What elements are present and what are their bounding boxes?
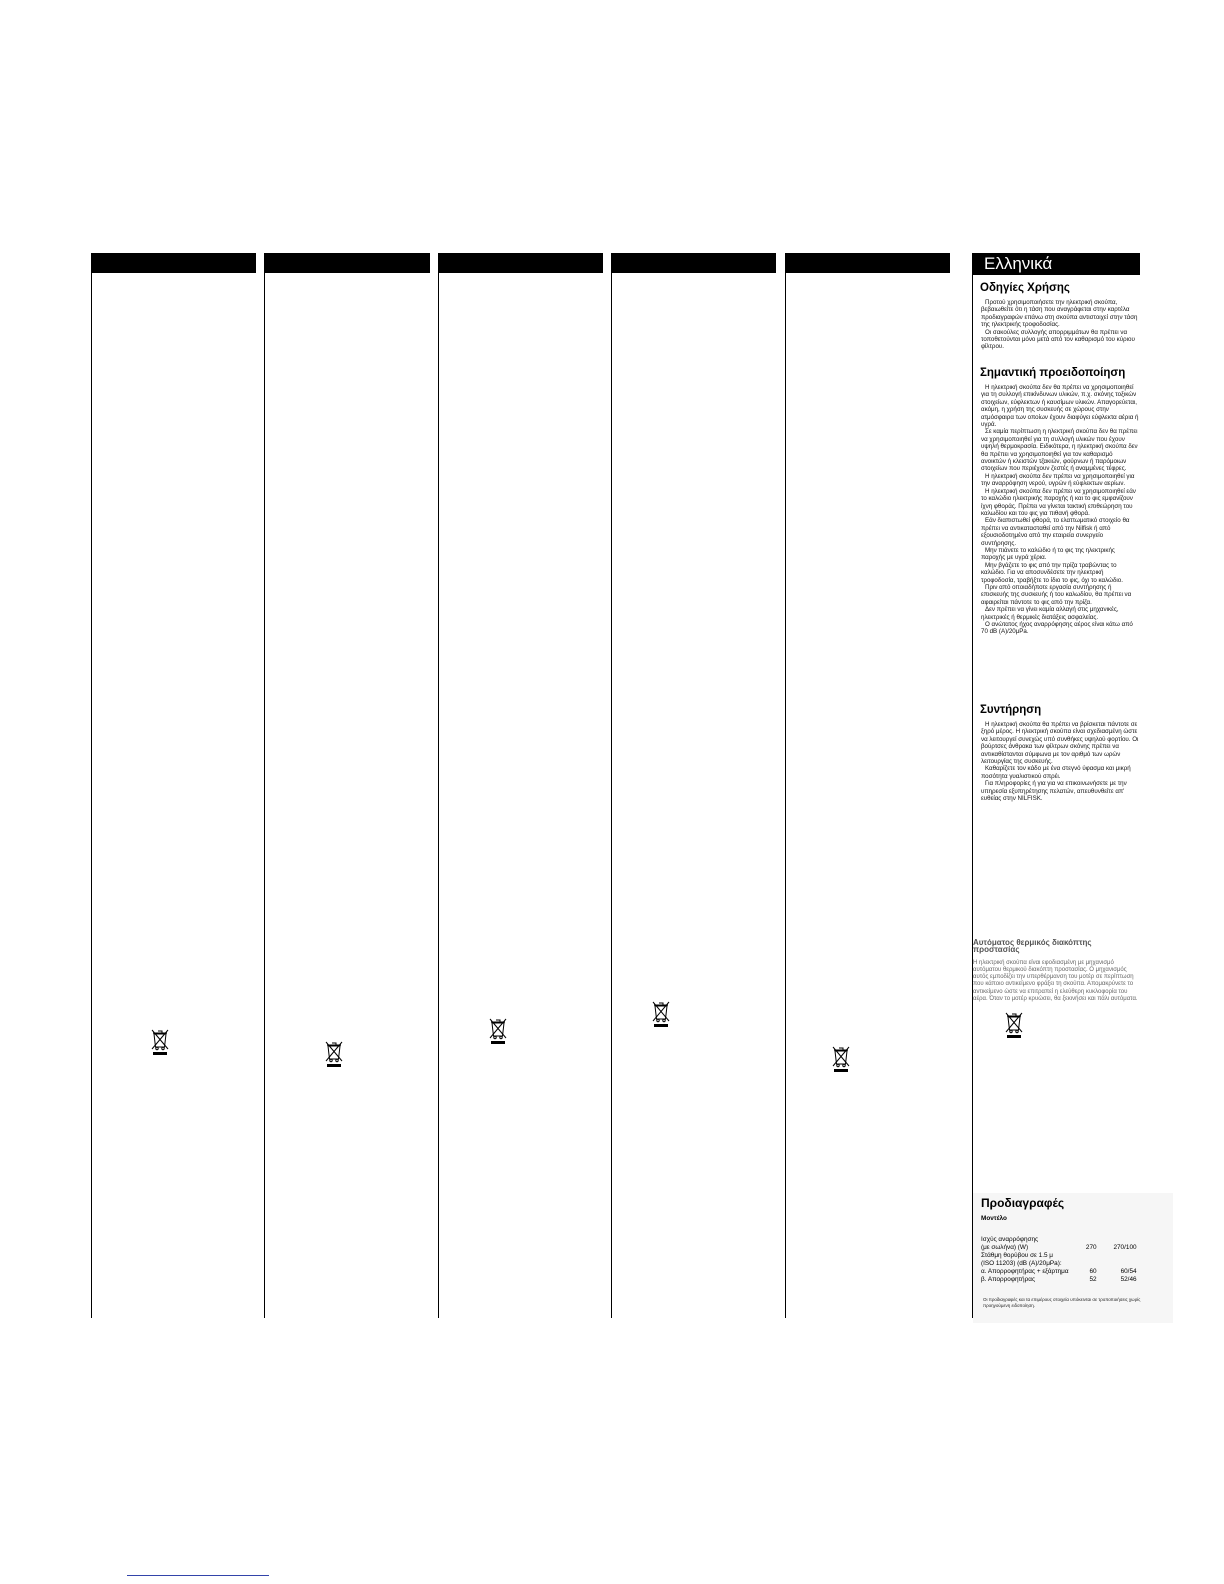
spec-label: (ISO 11203) (dB (A)/20μPa): <box>981 1260 1062 1267</box>
spec-value: 52 <box>1089 1276 1097 1283</box>
spec-value <box>1069 1260 1097 1268</box>
weee-bin-icon <box>831 1045 851 1073</box>
table-row <box>981 1236 1137 1244</box>
spec-value: 270/100 <box>1113 1244 1137 1251</box>
specs-title: Προδιαγραφές <box>981 1196 1065 1210</box>
maintenance-paragraph: Καθαρίζετε τον κάδο με ένα στεγνό ύφασμα και μικρή ποσότητα γυαλιστικού σπρέι. <box>981 765 1131 780</box>
spec-value <box>1097 1236 1137 1244</box>
warning-paragraph: Πριν από οποιαδήποτε εργασία συντήρησης ή επισκευής της συσκευής ή του καλωδίου, θα πρέπει να αφαιρείται πάντοτε το φις από την πρίζα. <box>981 583 1132 606</box>
maintenance-title: Συντήρηση <box>980 704 1042 716</box>
spec-value: 270 <box>1085 1244 1097 1251</box>
column-header-bar <box>264 253 430 273</box>
maintenance-paragraph: Για πληροφορίες ή για για να επικοινωνήσετε με την υπηρεσία εξυπηρέτησης πελατών, απευθυνθείτε απ' ευθείας στην NILFISK. <box>981 780 1127 803</box>
warning-paragraph: Η ηλεκτρική σκούπα δεν πρέπει να χρησιμοποιηθεί για την αναρρόφηση νερού, υγρών ή εύφλεκτων αερίων. <box>981 472 1135 488</box>
language-column-2 <box>264 253 265 1318</box>
greek-column-rule <box>972 275 973 1318</box>
warning-paragraph: Η ηλεκτρική σκούπα δεν θα πρέπει να χρησιμοποιηθεί για τη συλλογή επικίνδυνων υλικών, π.χ. σκόνης τοξικών στοιχείων, εύφλεκτων ή καυσίμων υλικών. Απαγορεύεται, ακόμη, η χρήση της συσκευής σε χώρους στην ατμόσφαιρα των οποίων έχουν διαφύγει εύφλεκτα αέρια ή υγρά. <box>981 384 1139 429</box>
warning-paragraph: Δεν πρέπει να γίνει καμία αλλαγή στις μηχανικές, ηλεκτρικές ή θερμικές διατάξεις ασφαλείας. <box>981 606 1119 621</box>
maintenance-section <box>981 704 1139 802</box>
weee-bin-icon <box>150 1028 170 1056</box>
language-column-5 <box>785 253 786 1318</box>
spec-value: 60/54 <box>1120 1268 1137 1275</box>
specifications-section <box>973 1193 1173 1323</box>
weee-bin-icon <box>324 1040 344 1068</box>
spec-value <box>1097 1260 1137 1268</box>
spec-label: β. Απορροφητήρας <box>981 1276 1036 1283</box>
warning-section <box>981 367 1139 636</box>
spec-value <box>1069 1236 1097 1244</box>
footer-link-underline[interactable] <box>127 1575 269 1576</box>
thermal-protection-section <box>973 939 1139 1003</box>
warning-paragraph: Μην πιάνετε το καλώδιο ή το φις της ηλεκτρικής παροχής με υγρά χέρια. <box>981 546 1115 562</box>
weee-bin-icon <box>651 1000 671 1028</box>
spec-label: Στάθμη θορύβου σε 1.5 μ <box>981 1252 1053 1259</box>
maintenance-paragraph: Η ηλεκτρική σκούπα θα πρέπει να βρίσκεται πάντοτε σε ξηρό μέρος. Η ηλεκτρική σκούπα είναι σχεδιασμένη ώστε να λειτουργεί συνεχώς υπό συνθήκες υψηλού φορτίου. Οι βούρτσες άνθρακα των φίλτρων σκόνης πρέπει να αντικαθίστανται σύμφωνα με τον αριθμό των ωρών λειτουργίας της συσκευής. <box>981 721 1139 766</box>
column-header-bar <box>438 253 603 273</box>
table-row <box>981 1276 1137 1284</box>
column-header-bar <box>785 253 950 273</box>
column-header-bar <box>91 253 256 273</box>
spec-value: 52/46 <box>1120 1276 1137 1283</box>
warning-paragraph: Μην βγάζετε το φις από την πρίζα τραβώντας το καλώδιο. Για να αποσυνδέσετε την ηλεκτρική τροφοδοσία, τραβήξτε το ίδιο το φις, όχι το καλώδιο. <box>981 561 1123 584</box>
specs-table <box>981 1236 1137 1284</box>
usage-title: Οδηγίες Χρήσης <box>980 282 1070 294</box>
warning-paragraph: Εάν διαπιστωθεί φθορά, το ελαττωματικό στοιχείο θα πρέπει να αντικατασταθεί από την Nilfisk ή από εξουσιοδοτημένο από την εταιρεία συνεργείο συντήρησης. <box>981 517 1130 547</box>
table-row <box>981 1260 1137 1268</box>
warning-paragraph: Σε καμία περίπτωση η ηλεκτρική σκούπα δεν θα πρέπει να χρησιμοποιηθεί για τη συλλογή υλικών που έχουν υψηλή θερμοκρασία. Ειδικότερα, η ηλεκτρική σκούπα δεν θα πρέπει να χρησιμοποιηθεί για τον καθαρισμό ανοικτών ή κλειστών τζακιών, φούρνων ή παρόμοιων στοιχείων που περιέχουν ζεστές ή αναμμένες τέφρες. <box>981 428 1138 473</box>
warning-title: Σημαντική προειδοποίηση <box>980 367 1126 379</box>
warning-paragraph: Η ηλεκτρική σκούπα δεν πρέπει να χρησιμοποιηθεί εάν το καλώδιο ηλεκτρικής παροχής ή και το φις εμφανίζουν ίχνη φθοράς. Πρέπει να γίνεται τακτική επιθεώρηση του καλωδίου και του φις για πιθανή φθορά. <box>981 487 1136 517</box>
language-column-3 <box>438 253 439 1318</box>
weee-bin-icon <box>1004 1011 1024 1039</box>
greek-section-header: Ελληνικά <box>972 253 1140 275</box>
usage-paragraph: Προτού χρησιμοποιήσετε την ηλεκτρική σκούπα, βεβαιωθείτε ότι η τάση που αναγράφεται στην καρτέλα προδιαγραφών επάνω στη σκούπα αντιστοιχεί στην τάση της ηλεκτρικής τροφοδοσίας. <box>981 299 1138 329</box>
spec-label: (με σωλήνα) (W) <box>981 1244 1029 1251</box>
table-row <box>981 1252 1137 1260</box>
thermal-text: Η ηλεκτρική σκούπα είναι εφοδιασμένη με μηχανισμό αυτόματου θερμικού διακόπτη προστασίας. Ο μηχανισμός αυτός εμποδίζει την υπερθέρμανση του μοτέρ σε περίπτωση που κάποιο αντικείμενο φράξει τη σκούπα. Απομακρύνετε το αντικείμενο ώστε να επιτραπεί η ελεύθερη κυκλοφορία του αέρα. Όταν το μοτέρ κρυώσει, θα ξεκινήσει και πάλι αυτόματα. <box>973 959 1138 1003</box>
language-column-4 <box>611 253 612 1318</box>
specs-note: Οι προδιαγραφές και τα επιμέρους στοιχεία υπόκεινται σε τροποποιήσεις χωρίς προηγούμενη ειδοποίηση. <box>983 1297 1141 1308</box>
spec-value <box>1097 1252 1137 1260</box>
usage-paragraph: Οι σακούλες συλλογής απορριμμάτων θα πρέπει να τοποθετούνται μόνο μετά από τον καθαρισμό του κύριου φίλτρου. <box>981 328 1135 351</box>
specs-model-label: Μοντέλο <box>981 1215 1007 1222</box>
spec-label: α. Απορροφητήρας + εξάρτημα <box>981 1268 1069 1275</box>
warning-paragraph: Ο ανώτατος ήχος αναρρόφησης αέρος είναι κάτω από 70 dB (A)/20μPa. <box>981 621 1133 636</box>
table-row <box>981 1244 1137 1252</box>
spec-label: Ισχύς αναρρόφησης <box>981 1236 1039 1243</box>
spec-value: 60 <box>1089 1268 1097 1275</box>
weee-bin-icon <box>488 1017 508 1045</box>
spec-value <box>1069 1252 1097 1260</box>
language-column-1 <box>91 253 92 1318</box>
table-row <box>981 1268 1137 1276</box>
column-header-bar <box>611 253 776 273</box>
usage-section <box>981 282 1139 351</box>
thermal-title: Αυτόματος θερμικός διακόπτης προστασίας <box>973 938 1092 955</box>
